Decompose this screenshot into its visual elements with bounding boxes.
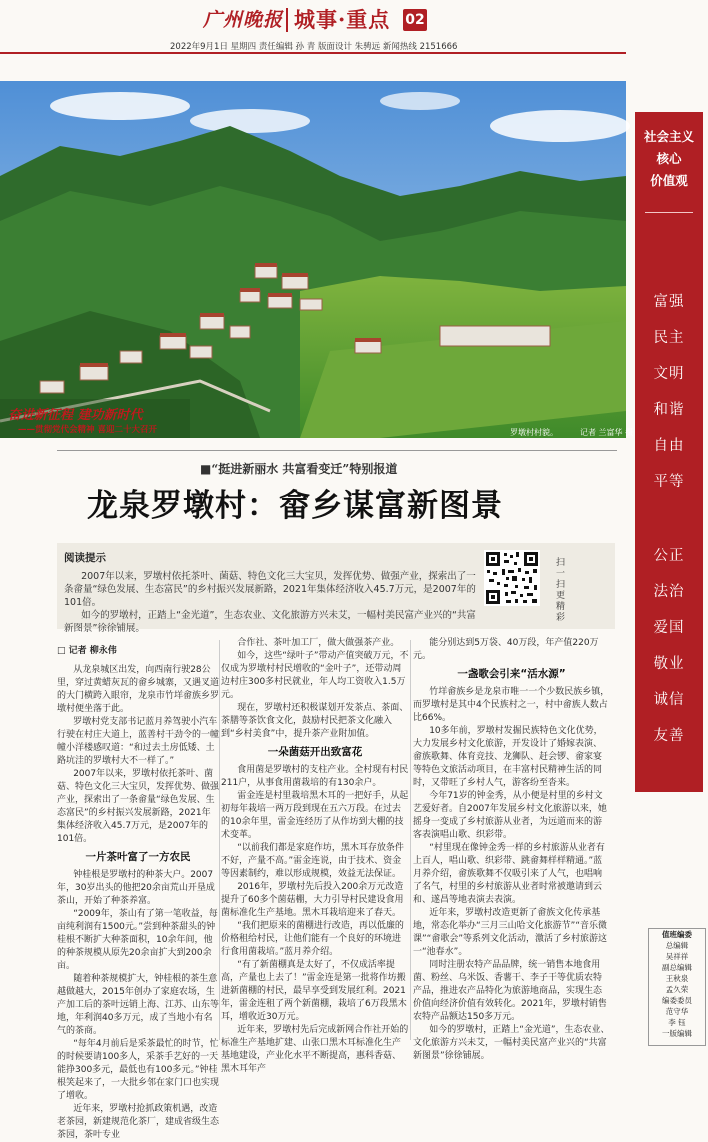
- body-paragraph: “我们把原来的菌棚进行改造，再以低廉的价格租给村民，让他们能有一个良好的环境进行食用菌栽培。”蓝月养介绍。: [221, 921, 404, 957]
- staff-line: 副总编辑: [662, 963, 692, 972]
- reading-tips-title: 阅读提示: [64, 552, 106, 564]
- body-paragraph: “村里现在像钟金秀一样的乡村旅游从业者有上百人，唱山歌、织彩带、跳畲舞样样精通。”蓝月养介绍，畲族歌舞不仅吸引来了人气，也唱响了名气，村里的乡村旅游从业者时常被邀请到云和、遂昌等地表演去表演。: [413, 843, 605, 905]
- special-report-kicker: ■“挺进新丽水 共富看变迁”特别报道: [200, 462, 398, 476]
- article-column-3: [413, 637, 610, 1061]
- body-paragraph: 如今，这些“绿叶子”带动产值突破万元，不仅成为罗墩村村民增收的“金叶子”，还带动周边村庄300多村民就业，年人均工资收入1.5万元。: [221, 651, 409, 700]
- body-paragraph: 随着种茶规模扩大，钟桂根的茶生意越做越大，2015年创办了家庭农场，生产加工后的茶叶远销上海、江苏、山东等地，年利润40多万元，成了当地小有名气的茶商。: [57, 974, 220, 1036]
- headline-rule: [57, 450, 617, 451]
- body-paragraph: 近年来，罗墩村先后完成新网合作社开始的标准生产基地扩建、山张口黑木耳标准化生产基地建设，产业化水平不断提高，惠科香菇、黑木耳年产: [221, 1025, 409, 1074]
- sidebar-divider: [645, 212, 693, 213]
- article-headline: 龙泉罗墩村：畲乡谋富新图景: [87, 488, 503, 524]
- body-paragraph: 从龙泉城区出发，向西南行驶28公里，穿过黄蜡灰瓦的畲乡城寨，又遇叉道的大门横跨入眼帘，龙泉市竹垟畲族乡罗墩村便坐落于此。: [57, 665, 220, 714]
- sidebar-title: [635, 126, 703, 192]
- body-paragraph: 如今的罗墩村，正踏上“金光道”，生态农业、文化旅游方兴未艾，一幅村美民富产业兴的“共富新图景”徐徐铺展。: [413, 1025, 610, 1061]
- section-subheading: 一片茶叶富了一方农民: [85, 851, 191, 863]
- staff-line: 王秋泉: [665, 974, 689, 983]
- value-word: 富强: [653, 294, 685, 310]
- issue-info-line: 2022年9月1日 星期四 责任编辑 孙 青 版面设计 朱骋远 新闻热线 2151666: [170, 42, 458, 52]
- value-word: 诚信: [653, 692, 685, 708]
- article-column-1: [57, 645, 220, 1140]
- village-photo: [0, 81, 626, 438]
- staff-line: 吴祥祥: [665, 952, 689, 961]
- qr-code-icon: [484, 550, 540, 606]
- masthead: [0, 0, 708, 38]
- page-number: 02: [403, 9, 427, 31]
- reading-tips-body: [64, 570, 482, 635]
- staff-line: 编委委员: [662, 996, 692, 1005]
- article-column-2: [221, 637, 409, 1074]
- article-byline: □ 记者 柳永伟: [57, 646, 117, 656]
- body-paragraph: 现在，罗墩村还积极谋划开发茶点、茶面、茶膳等茶饮食文化，鼓励村民把茶文化融入到“乡村美食”中，提升茶产业附加值。: [221, 703, 409, 739]
- value-word: 友善: [653, 728, 685, 744]
- qr-scan-label: 扫一扫 更精彩: [556, 558, 566, 623]
- value-word: 文明: [653, 366, 685, 382]
- staff-line: 李 钰: [668, 1018, 686, 1027]
- qr-code[interactable]: [484, 550, 540, 606]
- body-paragraph: “每年4月前后是采茶最忙的时节，忙的时候要请100多人，采茶手艺好的一天能挣300多元，最低也有100多元。”钟桂根笑起来了，一大批乡邻在家门口也实现了增收。: [57, 1039, 220, 1101]
- core-values-sidebar-lower: [635, 542, 703, 792]
- column-divider: [410, 640, 411, 1040]
- campaign-banner-subtitle: ——贯彻党代会精神 喜迎二十大召开: [18, 425, 157, 435]
- sidebar-title-line: 价值观: [650, 173, 688, 188]
- body-paragraph: 今年71岁的钟金秀，从小便是村里的乡村文艺爱好者。自2007年发展乡村文化旅游以来，她摇身一变成了乡村旅游从业者，为远道而来的游客表演唱山歌、织彩带。: [413, 791, 607, 840]
- value-word: 公正: [653, 548, 685, 564]
- staff-line: 总编辑: [665, 941, 689, 950]
- body-paragraph: 钟桂根是罗墩村的种茶大户。2007年，30岁出头的他把20余亩荒山开垦成茶山，开始了种茶养富。: [57, 870, 215, 906]
- village-landscape-image: [0, 81, 626, 438]
- body-paragraph: 同时注册农特产品品牌，统一销售本地食用菌、粉丝、乌米饭、香薯干、李子干等优质农特产品，推进农产品特化为旅游地商品，实现生态价值向经济价值有效转化。2021年，罗墩村销售农特产品额达150多万元。: [413, 960, 607, 1022]
- body-paragraph: 2016年，罗墩村先后投入200余万元改造提升了60多个菌菇棚，大力引导村民建设食用菌标准化生产基地。黑木耳栽培迎来了春天。: [221, 882, 404, 918]
- staff-line: 范守华: [665, 1007, 689, 1016]
- core-values-sidebar: [635, 112, 703, 542]
- column-3-body: [413, 637, 610, 1063]
- body-paragraph: 雷金连是村里栽培黑木耳的一把好手，从起初每年栽培一两万段到现在五六万段。在过去的10余年里，雷金连经历了从作坊到大棚的技术变革。: [221, 791, 409, 840]
- lede-paragraph: 2007年以来，罗墩村依托茶叶、菌菇、特色文化三大宝贝，发挥优势、做强产业，探索出了一条畲量“绿色发展、生态富民”的乡村振兴发展新路，2021年集体经济收入45.7万元，是2007年的101倍。: [64, 571, 476, 608]
- section-title: 城事·重点: [294, 7, 391, 32]
- value-word: 爱国: [653, 620, 685, 636]
- body-paragraph: 近年来，罗墩村改造更新了畲族文化传承基地，常态化举办“三月三山哈文化旅游节”“音乐微课”“畲歌会”等系列文化活动，激活了乡村旅游这一“池春水”。: [413, 908, 607, 957]
- staff-box: [648, 928, 706, 1046]
- sidebar-title-line: 社会主义: [643, 129, 694, 144]
- header-rule: [0, 52, 626, 54]
- column-divider: [219, 640, 220, 1040]
- masthead-divider: [286, 8, 288, 32]
- value-word: 自由: [653, 438, 685, 454]
- body-paragraph: 食用菌是罗墩村的支柱产业。全村现有村民211户，从事食用菌栽培的有130余户。: [221, 765, 409, 788]
- value-word: 民主: [653, 330, 685, 346]
- body-paragraph: 合作社、茶叶加工厂，做大做强茶产业。: [237, 638, 400, 648]
- staff-line: 孟久荣: [665, 985, 689, 994]
- body-paragraph: 能分别达到5万袋、40万段，年产值220万元。: [413, 638, 599, 661]
- section-subheading: 一朵菌菇开出致富花: [267, 746, 363, 758]
- body-paragraph: 10多年前，罗墩村发掘民族特色文化优势，大力发展乡村文化旅游，开发设计了婚嫁表演、畲族歌舞、体育竞技、龙狮队、赶会锣、畲家宴等特色文旅活动项目，在丰富村民精神生活的同时，又带旺了乡村人气，游客纷至沓来。: [413, 726, 603, 788]
- body-paragraph: “以前我们都是家庭作坊，黑木耳存放条件不好，产量不高。”雷金连说，由于技术、资金等因素制约，难以形成规模，效益无法保证。: [221, 843, 404, 879]
- body-paragraph: 竹垟畲族乡是龙泉市唯一一个少数民族乡镇，而罗墩村是其中4个民族村之一，村中畲族人数占比66%。: [413, 687, 610, 723]
- value-word: 敬业: [653, 656, 685, 672]
- photo-caption: 罗墩村村貌。: [510, 428, 558, 437]
- body-paragraph: 近年来，罗墩村抢抓政策机遇，改造老茶园，新建规范化茶厂，建成省级生态茶园，茶叶专业: [57, 1104, 220, 1140]
- staff-line: 一版编辑: [662, 1029, 692, 1038]
- body-paragraph: 2007年以来，罗墩村依托茶叶、菌菇、特色文化三大宝贝，发挥优势、做强产业，探索出了一条畲量“绿色发展、生态富民”的乡村振兴发展新路，2021年集体经济收入45.7万元，是2007年的101倍。: [57, 769, 220, 844]
- lede-paragraph: 如今的罗墩村，正踏上“金光道”，生态农业、文化旅游方兴未艾，一幅村美民富产业兴的“共富新图景”徐徐铺展。: [64, 610, 476, 634]
- value-word: 平等: [653, 474, 685, 490]
- body-paragraph: “有了新菌棚真是太好了，不仅成活率提高，产量也上去了！”雷金连是第一批将作坊搬进新菌棚的村民，最早享受到发展红利。2021年，雷金连租了两个新菌棚，栽培了6万段黑木耳，增收近30万元。: [221, 960, 407, 1022]
- column-2-body: [221, 637, 409, 1076]
- sidebar-title-line: 核心: [656, 151, 682, 166]
- section-subheading: 一盏歌会引来“活水源”: [457, 668, 566, 680]
- value-word: 法治: [653, 584, 685, 600]
- photo-credit: 记者 兰富华 摄: [580, 428, 634, 437]
- newspaper-logo: 广州晚报: [203, 9, 284, 31]
- body-paragraph: 罗墩村党支部书记蓝月养驾驶小汽车行驶在村庄大道上，蓝善村干劲令的一幢幢小洋楼感叹道：“和过去土房低矮、土路坑洼的罗墩村大不一样了。”: [57, 717, 220, 766]
- column-1-body: [57, 664, 219, 1142]
- body-paragraph: “2009年，茶山有了第一笔收益，每亩纯利润有1500元。”尝到种茶甜头的钟桂根不断扩大种茶面积，10余年间，他的种茶规模从原先20余亩扩大到200余亩。: [57, 909, 218, 971]
- value-word: 和谐: [653, 402, 685, 418]
- campaign-banner-title: 奋进新征程 建功新时代: [8, 408, 143, 423]
- staff-line: 值班编委: [662, 930, 692, 939]
